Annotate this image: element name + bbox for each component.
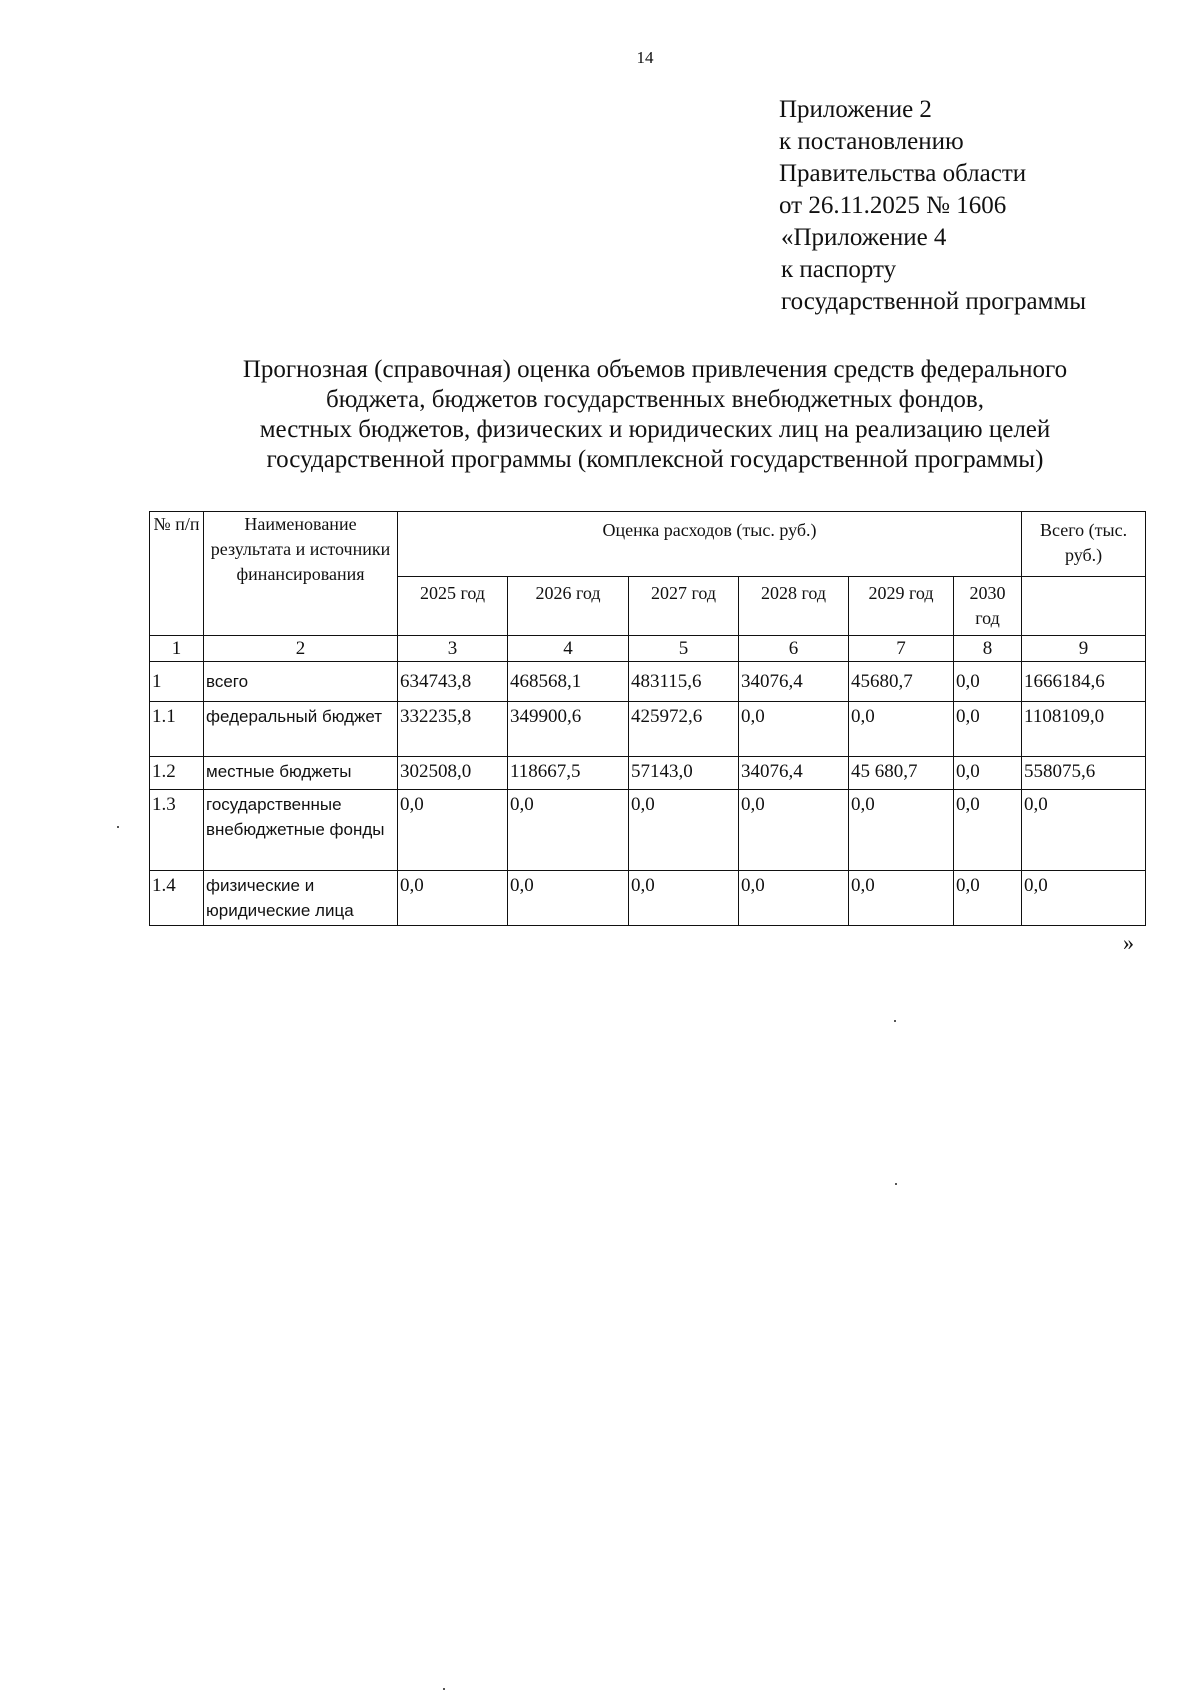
row-value: 483115,6 (629, 662, 739, 702)
row-value: 0,0 (508, 790, 629, 871)
scan-speck (894, 1020, 896, 1022)
table-row (150, 790, 1146, 871)
appendix-line: государственной программы (781, 288, 1087, 315)
title-line: Прогнозная (справочная) оценка объемов привлечения средств федерального (242, 356, 1068, 383)
row-value: 34076,4 (739, 757, 849, 790)
row-value: 425972,6 (629, 702, 739, 757)
title-line: государственной программы (комплексной государственной программы) (266, 446, 1044, 473)
row-value: 1108109,0 (1022, 702, 1146, 757)
row-value: 0,0 (954, 702, 1022, 757)
page-number: 14 (636, 48, 654, 67)
appendix-block (779, 94, 1086, 318)
row-value: 0,0 (849, 702, 954, 757)
row-value: 468568,1 (508, 662, 629, 702)
header-year: 2029 год (849, 577, 954, 636)
row-value: 0,0 (629, 871, 739, 926)
row-value: 634743,8 (398, 662, 508, 702)
column-number: 5 (629, 636, 739, 662)
header-year: 2030 год (954, 577, 1022, 636)
column-number: 3 (398, 636, 508, 662)
row-name: всего (204, 662, 398, 702)
budget-table (149, 511, 1146, 926)
row-value: 45 680,7 (849, 757, 954, 790)
scan-speck (895, 1183, 897, 1185)
row-value: 45680,7 (849, 662, 954, 702)
row-value: 0,0 (954, 757, 1022, 790)
header-year: 2026 год (508, 577, 629, 636)
closing-quote: » (1123, 930, 1134, 955)
header-total: Всего (тыс. руб.) (1022, 512, 1146, 577)
row-num: 1.3 (150, 790, 204, 871)
scan-speck (443, 1688, 445, 1690)
row-value: 0,0 (954, 662, 1022, 702)
row-num: 1 (150, 662, 204, 702)
row-value: 0,0 (849, 790, 954, 871)
document-title (120, 355, 1190, 475)
title-line: местных бюджетов, физических и юридических лиц на реализацию целей (259, 416, 1051, 443)
row-value: 0,0 (1022, 790, 1146, 871)
title-line: бюджета, бюджетов государственных внебюджетных фондов, (326, 386, 984, 413)
header-total-blank (1022, 577, 1146, 636)
row-name: федеральный бюджет (204, 702, 398, 757)
row-value: 332235,8 (398, 702, 508, 757)
row-num: 1.1 (150, 702, 204, 757)
row-value: 0,0 (1022, 871, 1146, 926)
row-value: 0,0 (508, 871, 629, 926)
column-number: 6 (739, 636, 849, 662)
column-number: 4 (508, 636, 629, 662)
table-row (150, 871, 1146, 926)
table-row (150, 702, 1146, 757)
table-row (150, 662, 1146, 702)
row-name: местные бюджеты (204, 757, 398, 790)
appendix-line: к паспорту (781, 256, 897, 283)
row-value: 0,0 (398, 790, 508, 871)
column-number: 7 (849, 636, 954, 662)
row-name: физические и юридические лица (204, 871, 398, 926)
row-value: 0,0 (398, 871, 508, 926)
row-value: 349900,6 (508, 702, 629, 757)
row-value: 558075,6 (1022, 757, 1146, 790)
header-year: 2027 год (629, 577, 739, 636)
header-num: № п/п (150, 512, 204, 636)
header-name: Наименование результата и источники финансирования (204, 512, 398, 636)
row-value: 0,0 (849, 871, 954, 926)
row-value: 302508,0 (398, 757, 508, 790)
row-name: государственные внебюджетные фонды (204, 790, 398, 871)
appendix-line: к постановлению (779, 128, 964, 155)
row-value: 0,0 (954, 871, 1022, 926)
row-value: 0,0 (954, 790, 1022, 871)
row-value: 0,0 (739, 871, 849, 926)
row-value: 34076,4 (739, 662, 849, 702)
appendix-line: Приложение 2 (779, 96, 932, 123)
table-row (150, 757, 1146, 790)
column-number: 2 (204, 636, 398, 662)
appendix-line: «Приложение 4 (781, 224, 947, 251)
row-value: 0,0 (739, 702, 849, 757)
header-year: 2028 год (739, 577, 849, 636)
header-year: 2025 год (398, 577, 508, 636)
row-value: 118667,5 (508, 757, 629, 790)
appendix-line: от 26.11.2025 № 1606 (779, 192, 1007, 219)
row-value: 0,0 (629, 790, 739, 871)
row-value: 57143,0 (629, 757, 739, 790)
column-number: 1 (150, 636, 204, 662)
column-number: 9 (1022, 636, 1146, 662)
column-number: 8 (954, 636, 1022, 662)
scan-speck (117, 826, 119, 828)
header-estimate: Оценка расходов (тыс. руб.) (398, 512, 1022, 577)
row-num: 1.4 (150, 871, 204, 926)
row-value: 1666184,6 (1022, 662, 1146, 702)
appendix-line: Правительства области (779, 160, 1027, 187)
row-num: 1.2 (150, 757, 204, 790)
row-value: 0,0 (739, 790, 849, 871)
